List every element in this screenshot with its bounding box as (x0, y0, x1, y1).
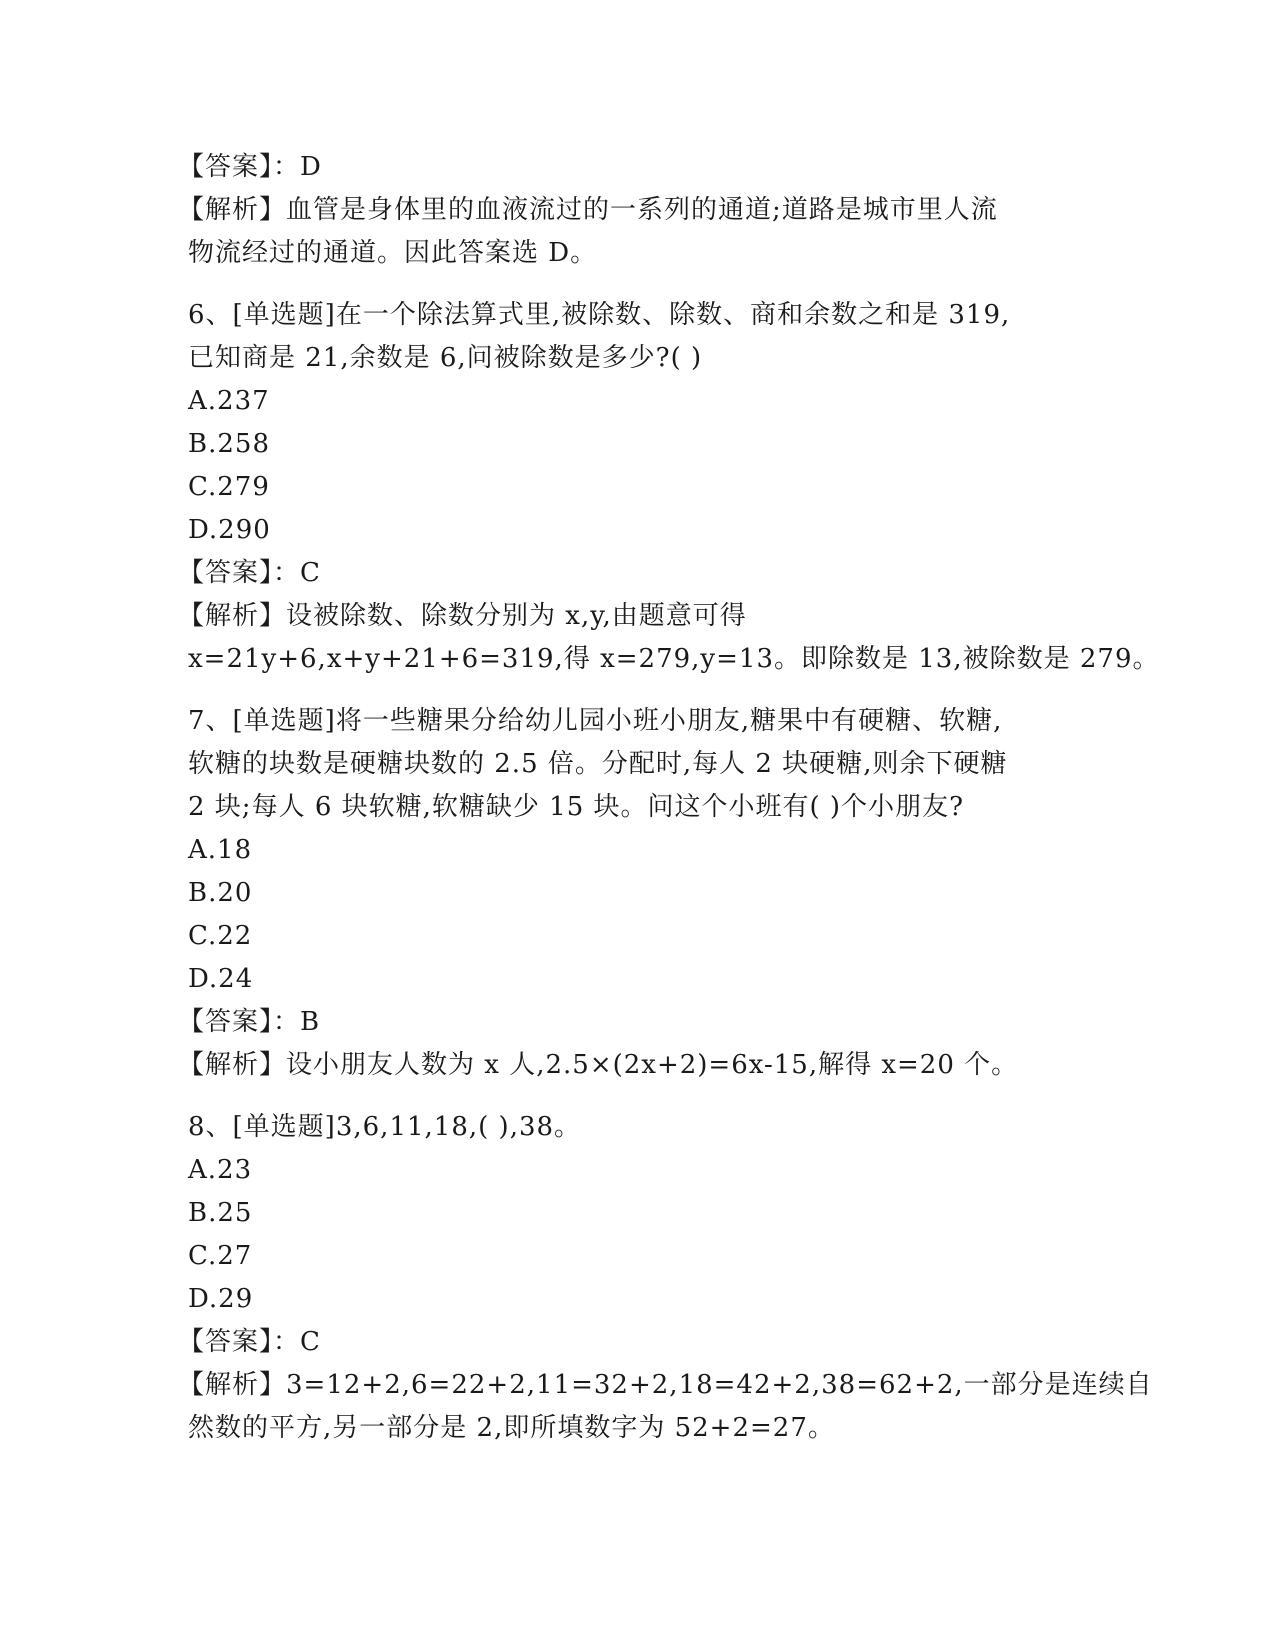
answer-value: C (300, 1327, 321, 1357)
question-stem-continuation: 2 块;每人 6 块软糖,软糖缺少 15 块。问这个小班有( )个小朋友? (188, 792, 965, 822)
analysis-text: 设小朋友人数为 x 人,2.5×(2x+2)=6x-15,解得 x=20 个。 (286, 1050, 1019, 1080)
option-c: C.27 (188, 1241, 253, 1271)
option-b: B.258 (188, 429, 270, 459)
option-d: D.24 (188, 964, 254, 994)
answer-line (178, 1321, 1088, 1364)
document-page (178, 146, 1160, 1450)
analysis-text: 3=12+2,6=22+2,11=32+2,18=42+2,38=62+2,一部分是连续自 (286, 1370, 1153, 1400)
option-a: A.237 (188, 386, 270, 416)
answer-label: 【答案】： (178, 1007, 301, 1037)
answer-line (178, 146, 1088, 189)
question-stem-continuation: 软糖的块数是硬糖块数的 2.5 倍。分配时,每人 2 块硬糖,则余下硬糖 (188, 749, 1008, 779)
option-d: D.29 (188, 1284, 254, 1314)
answer-line (178, 1001, 1088, 1044)
option-c: C.22 (188, 921, 253, 951)
question-stem: 8、[单选题]3,6,11,18,( ),38。 (188, 1112, 582, 1142)
analysis-label: 【解析】 (178, 195, 287, 225)
analysis-text: 设被除数、除数分别为 x,y,由题意可得 (286, 601, 747, 631)
analysis-line (178, 595, 1088, 638)
answer-line (178, 552, 1088, 595)
answer-label: 【答案】： (178, 558, 301, 588)
option-a: A.18 (188, 835, 253, 865)
analysis-continuation: 物流经过的通道。因此答案选 D。 (188, 238, 598, 268)
analysis-label: 【解析】 (178, 1050, 287, 1080)
option-b: B.20 (188, 878, 253, 908)
question-stem: 7、[单选题]将一些糖果分给幼儿园小班小朋友,糖果中有硬糖、软糖, (188, 706, 1003, 736)
analysis-label: 【解析】 (178, 601, 287, 631)
question-stem-continuation: 已知商是 21,余数是 6,问被除数是多少?( ) (188, 343, 703, 373)
analysis-line (178, 1364, 1153, 1407)
analysis-line (178, 189, 1088, 232)
answer-value: B (300, 1007, 321, 1037)
answer-label: 【答案】： (178, 1327, 301, 1357)
analysis-line (178, 1044, 1088, 1087)
analysis-continuation: x=21y+6,x+y+21+6=319,得 x=279,y=13。即除数是 13,被除数是 279。 (188, 644, 1160, 674)
question-stem: 6、[单选题]在一个除法算式里,被除数、除数、商和余数之和是 319, (188, 300, 1011, 330)
option-d: D.290 (188, 515, 271, 545)
analysis-label: 【解析】 (178, 1370, 287, 1400)
analysis-text: 血管是身体里的血液流过的一系列的通道;道路是城市里人流 (286, 195, 998, 225)
answer-value: D (300, 152, 322, 182)
answer-label: 【答案】： (178, 152, 301, 182)
option-b: B.25 (188, 1198, 253, 1228)
answer-value: C (300, 558, 321, 588)
analysis-continuation: 然数的平方,另一部分是 2,即所填数字为 52+2=27。 (188, 1413, 835, 1443)
option-a: A.23 (188, 1155, 253, 1185)
option-c: C.279 (188, 472, 270, 502)
